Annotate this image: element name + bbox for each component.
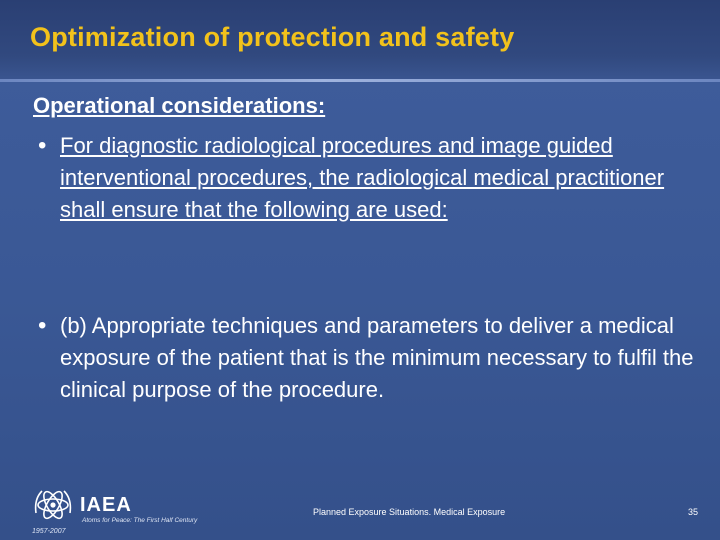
logo-tagline: Atoms for Peace: The First Half Century [82, 517, 198, 524]
bullet-text: (b) Appropriate techniques and parameters to deliver a medical exposure of the patient that is the minimum necessary to fulfil the clinical purpose of the procedure. [60, 313, 694, 402]
logo-text: IAEA [80, 494, 132, 516]
title-divider [0, 79, 720, 82]
bullet-marker: • [38, 312, 47, 339]
slide-title: Optimization of protection and safety [30, 22, 515, 52]
bullet-marker: • [38, 132, 47, 159]
page-number: 35 [688, 507, 699, 517]
atom-emblem-icon [30, 483, 76, 529]
logo-years: 1957-2007 [32, 528, 66, 535]
bullet-text: For diagnostic radiological procedures and image guided interventional procedures, the radiological medical practitioner shall ensure that the following are used: [60, 133, 665, 222]
section-heading: Operational considerations: [33, 93, 326, 118]
footer-caption: Planned Exposure Situations. Medical Exposure [313, 507, 506, 517]
iaea-logo [30, 483, 220, 538]
